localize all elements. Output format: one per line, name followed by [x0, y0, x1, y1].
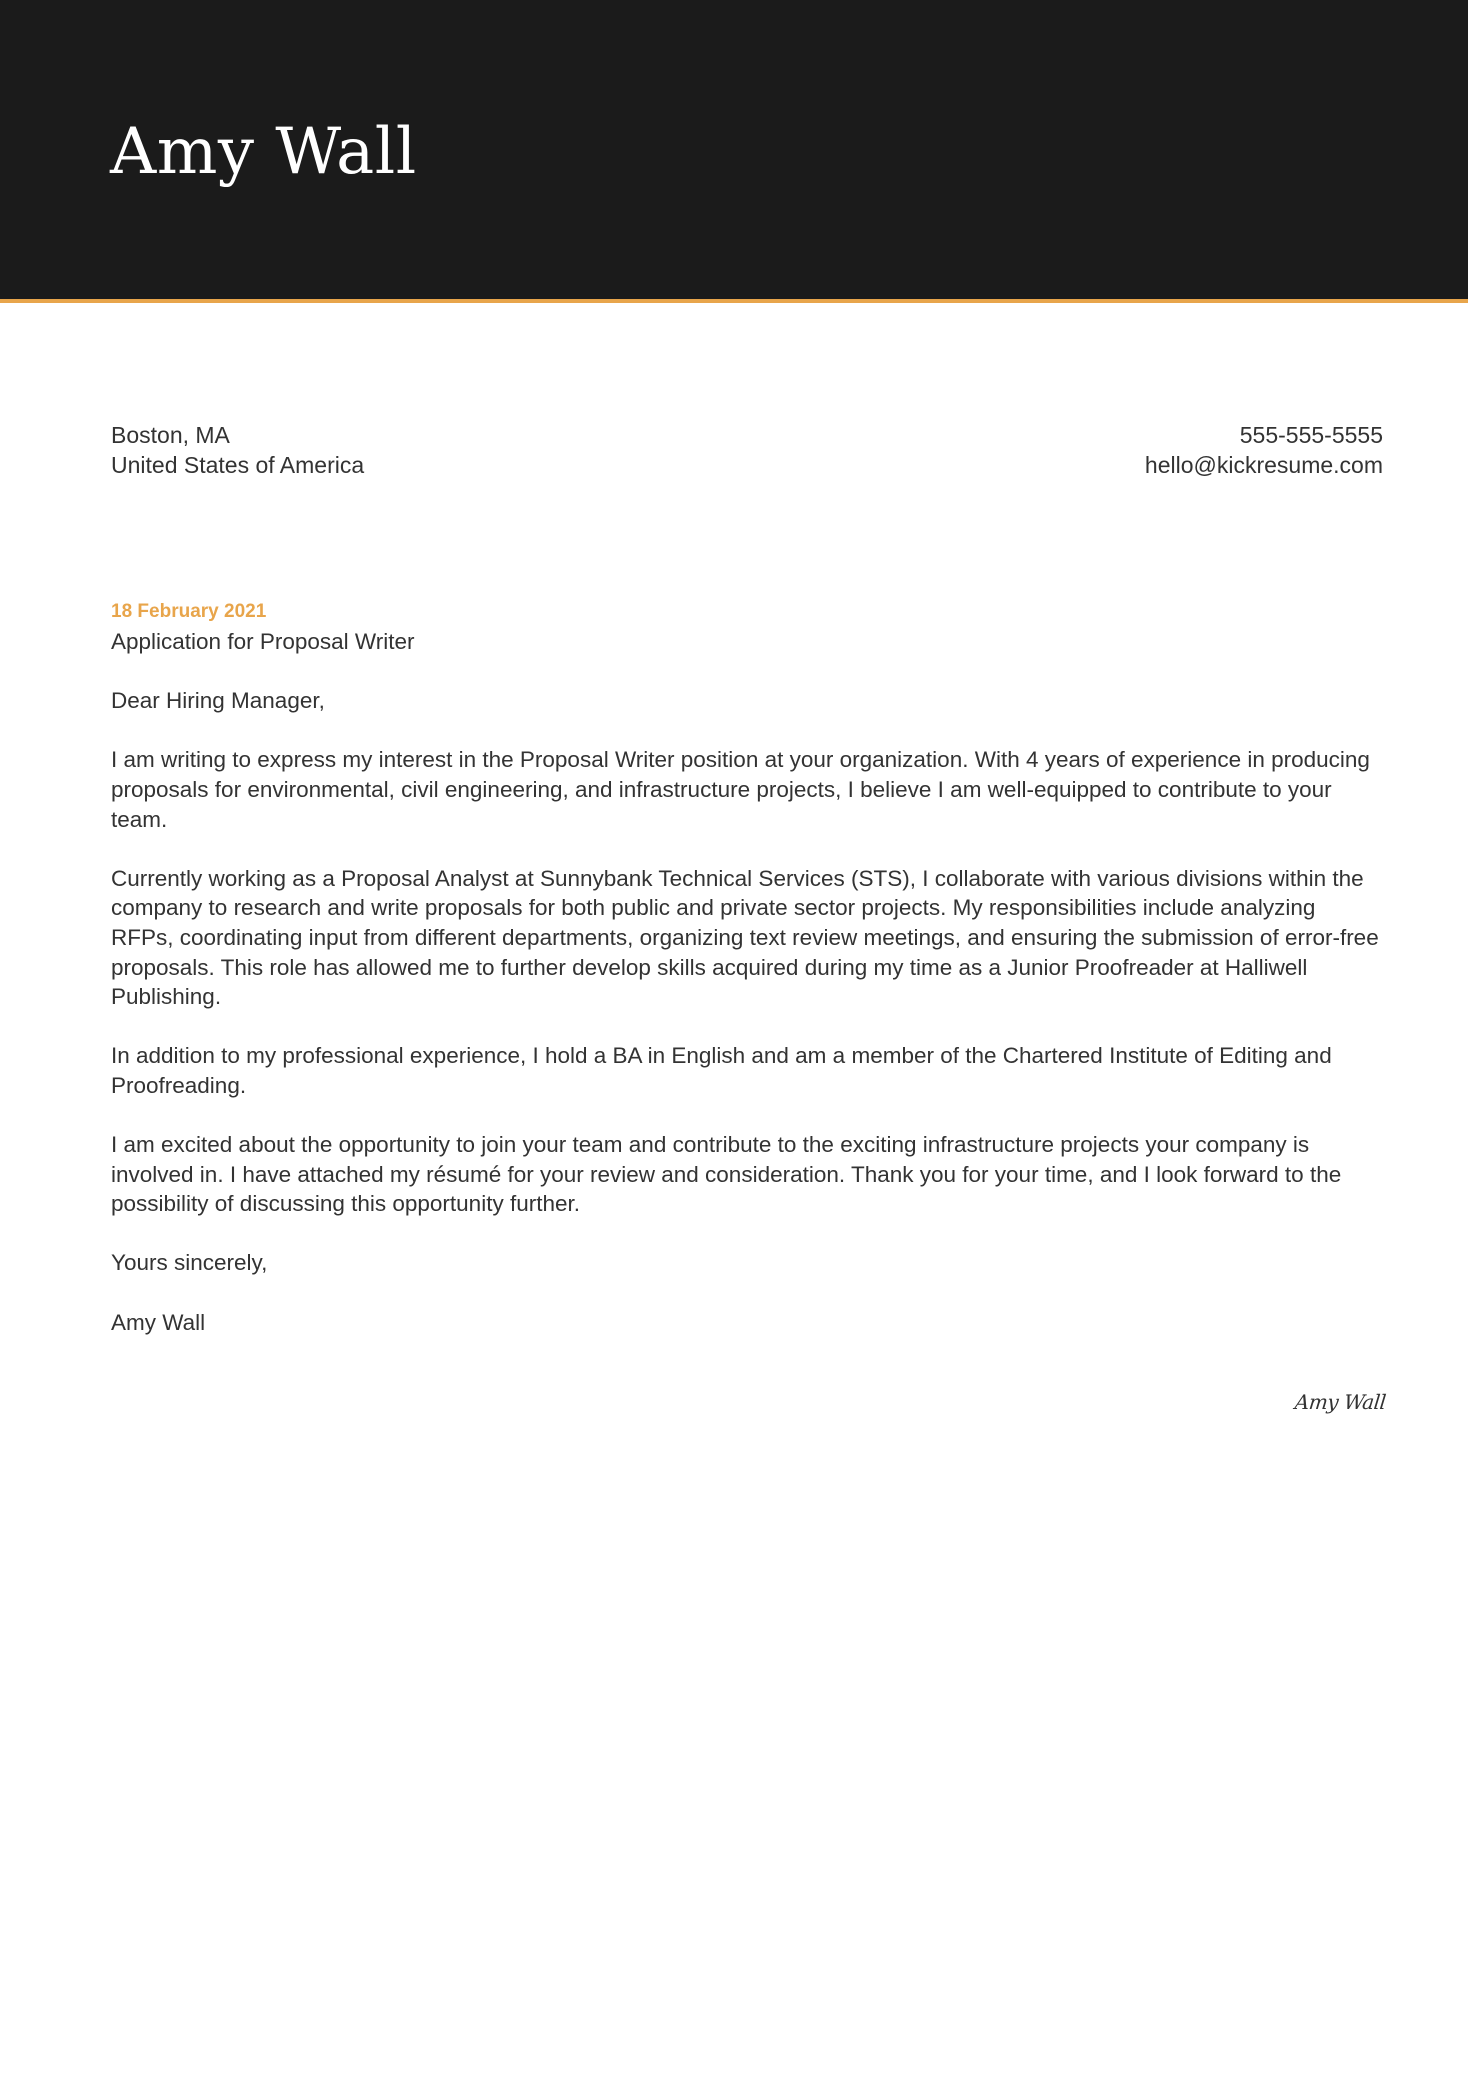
- salutation: Dear Hiring Manager,: [111, 688, 325, 714]
- closing: Yours sincerely,: [111, 1250, 268, 1276]
- body-paragraph: In addition to my professional experience, I hold a BA in English and am a member of the Chartered Institute of Editing and Proofreading.: [111, 1043, 1332, 1098]
- body-paragraph: I am excited about the opportunity to join your team and contribute to the exciting infrastructure projects your company is involved in. I have attached my résumé for your review and consideration. Thank you for your time, and I look forward to the possibility of discussing this opportunity further.: [111, 1132, 1342, 1217]
- body-paragraph: I am writing to express my interest in the Proposal Writer position at your organization. With 4 years of experience in producing proposals for environmental, civil engineering, and infrastructure projects, I believe I am well-equipped to contribute to your team.: [111, 747, 1370, 832]
- handwritten-signature: Amy Wall: [1294, 1390, 1388, 1414]
- address-block: [111, 420, 364, 480]
- phone-number: 555-555-5555: [1239, 422, 1383, 448]
- header-banner: [0, 0, 1468, 299]
- email-address: hello@kickresume.com: [1144, 452, 1383, 478]
- address-city: Boston, MA: [111, 422, 230, 448]
- letter-body: [111, 627, 1383, 1367]
- sender-name: Amy Wall: [111, 1309, 206, 1335]
- header-accent-rule: [0, 299, 1468, 303]
- letter-date: 18 February 2021: [111, 601, 267, 622]
- address-country: United States of America: [111, 452, 365, 478]
- applicant-name: Amy Wall: [110, 115, 417, 189]
- contact-block: [1145, 420, 1383, 480]
- letter-subject: Application for Proposal Writer: [111, 629, 415, 654]
- body-paragraph: Currently working as a Proposal Analyst at Sunnybank Technical Services (STS), I collaborate with various divisions within the company to research and write proposals for both public and private sector projects. My responsibilities include analyzing RFPs, coordinating input from different departments, organizing text review meetings, and ensuring the submission of error-free proposals. This role has allowed me to further develop skills acquired during my time as a Junior Proofreader at Halliwell Publishing.: [111, 865, 1379, 1010]
